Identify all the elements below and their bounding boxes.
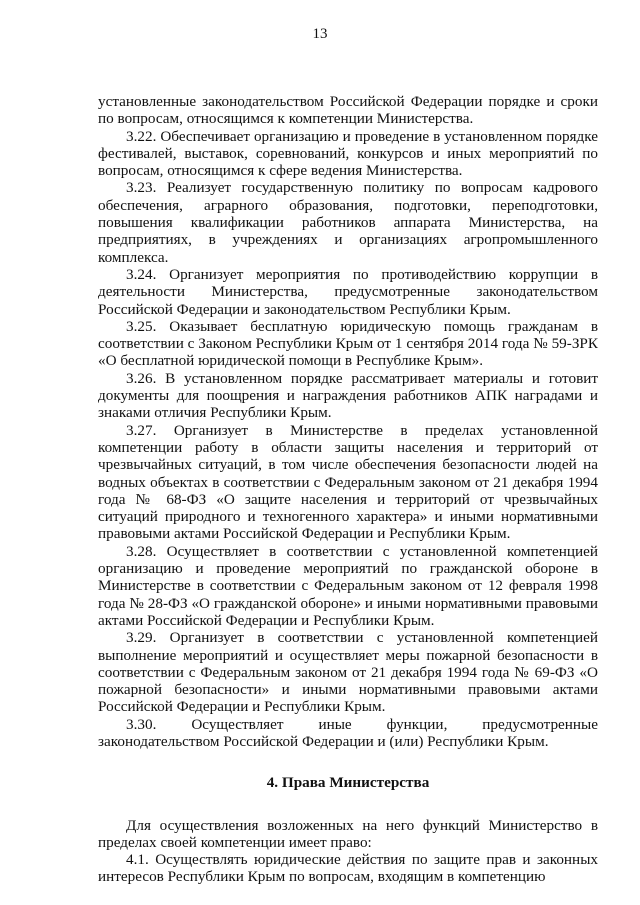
paragraph: 3.26. В установленном порядке рассматривает материалы и готовит документы для поощрения и награждения работников АПК наградами и знаками отличия Республики Крым. bbox=[98, 369, 598, 422]
document-body bbox=[98, 93, 598, 886]
section-heading: 4. Права Министерства bbox=[266, 774, 430, 792]
paragraph: 3.24. Организует мероприятия по противодействию коррупции в деятельности Министерства, предусмотренные законодательством Российской Федерации и законодательством Республики Крым. bbox=[98, 265, 598, 318]
paragraph: 4.1. Осуществлять юридические действия по защите прав и законных интересов Республики Крым по вопросам, входящим в компетенцию bbox=[98, 851, 598, 886]
paragraph: 3.25. Оказывает бесплатную юридическую помощь гражданам в соответствии с Законом Республики Крым от 1 сентября 2014 года № 59-ЗРК «О бесплатной юридической помощи в Республике Крым». bbox=[98, 317, 598, 370]
paragraphs-before bbox=[98, 93, 598, 750]
paragraph: 3.27. Организует в Министерстве в пределах установленной компетенции работу в области защиты населения и территорий от чрезвычайных ситуаций, в том числе обеспечения безопасности людей на водных объектах в соответствии с Федеральным законом от 21 декабря 1994 года № 68-ФЗ «О защите населения и территорий от чрезвычайных ситуаций природного и техногенного характера» и иными нормативными правовыми актами Российской Федерации и Республики Крым. bbox=[98, 421, 598, 543]
paragraph: 3.30. Осуществляет иные функции, предусмотренные законодательством Российской Федерации и (или) Республики Крым. bbox=[98, 715, 598, 750]
page-number: 13 bbox=[312, 26, 328, 42]
paragraphs-after bbox=[98, 817, 598, 886]
paragraph: 3.28. Осуществляет в соответствии с установленной компетенцией организацию и проведение мероприятий по гражданской обороне в Министерстве в соответствии с Федеральным законом от 12 февраля 1998 года № 28-ФЗ «О гражданской обороне» и иными нормативными правовыми актами Российской Федерации и Республики Крым. bbox=[98, 542, 598, 629]
paragraph: 3.22. Обеспечивает организацию и проведение в установленном порядке фестивалей, выставок, соревнований, конкурсов и иных мероприятий по вопросам, относящимся к сфере ведения Министерства. bbox=[98, 127, 598, 180]
paragraph: установленные законодательством Российской Федерации порядке и сроки по вопросам, относящимся к компетенции Министерства. bbox=[98, 93, 598, 128]
paragraph: Для осуществления возложенных на него функций Министерство в пределах своей компетенции имеет право: bbox=[98, 816, 598, 851]
paragraph: 3.29. Организует в соответствии с установленной компетенцией выполнение мероприятий и осуществляет меры пожарной безопасности в соответствии с Федеральным законом от 21 декабря 1994 года № 69-ФЗ «О пожарной безопасности» и иными нормативными правовыми актами Российской Федерации и Республики Крым. bbox=[98, 629, 598, 716]
paragraph: 3.23. Реализует государственную политику по вопросам кадрового обеспечения, аграрного образования, подготовки, переподготовки, повышения квалификации работников аппарата Министерства, на предприятиях, в учреждениях и организациях агропромышленного комплекса. bbox=[98, 179, 598, 266]
